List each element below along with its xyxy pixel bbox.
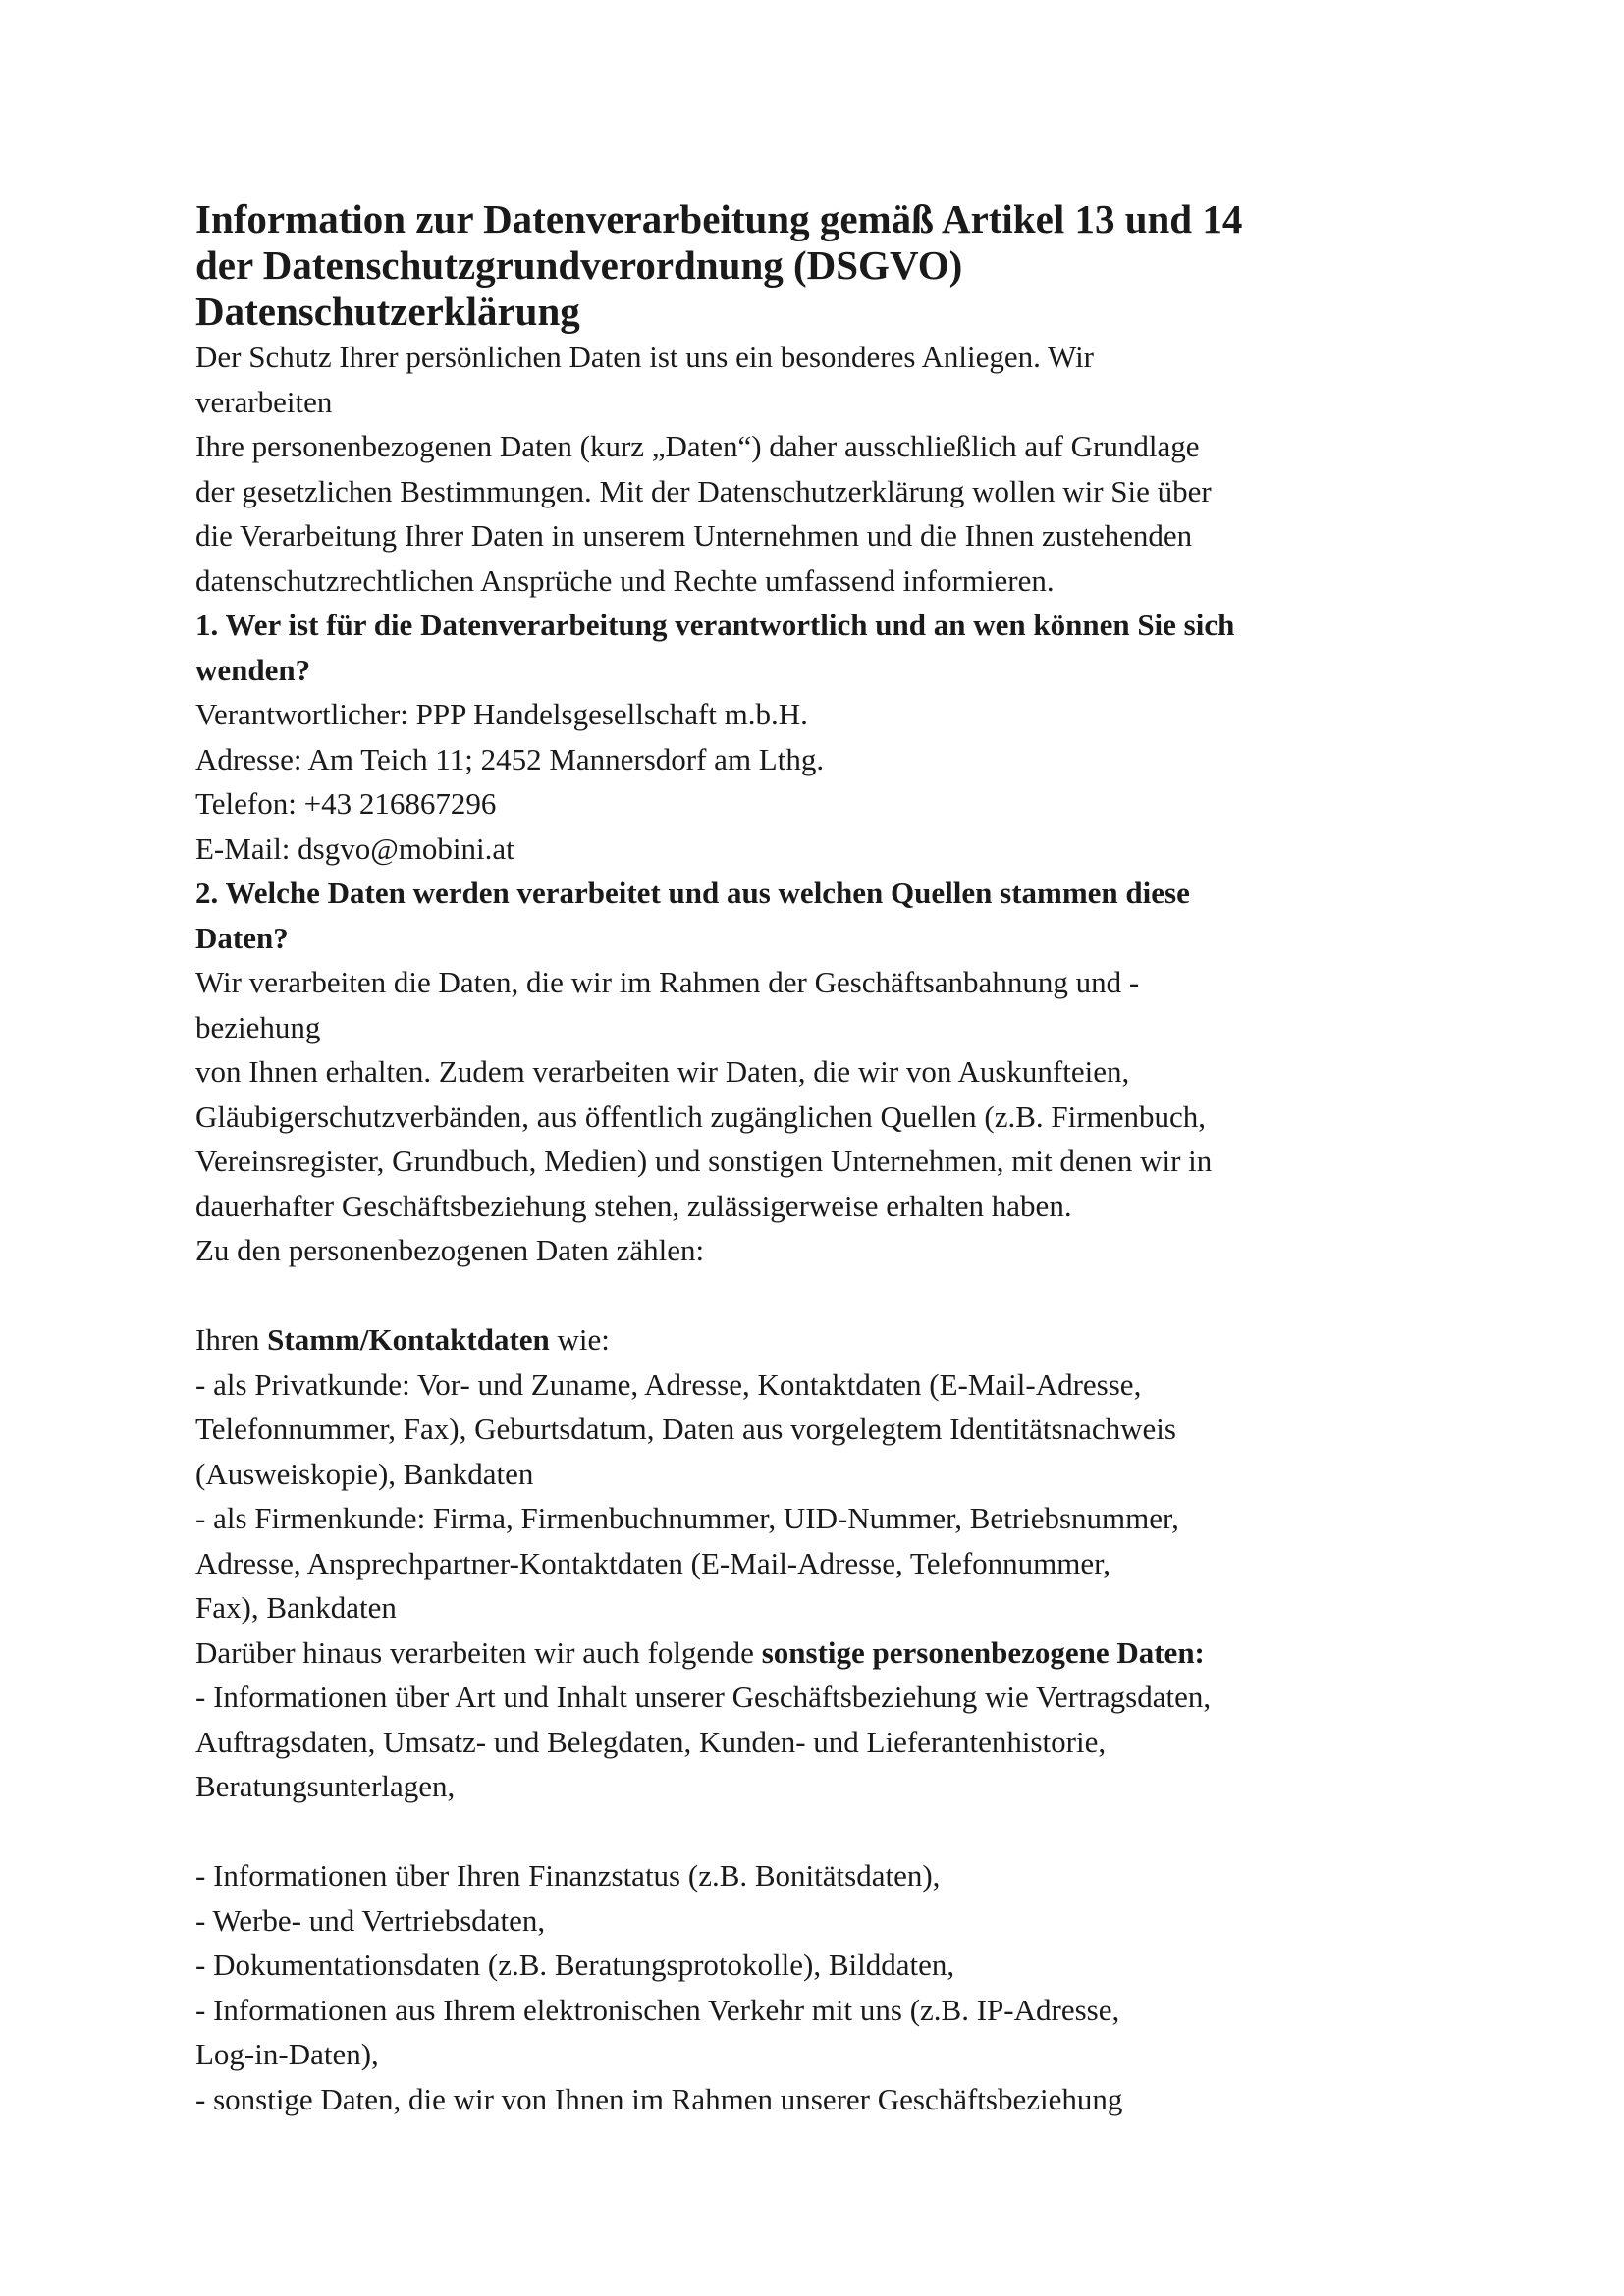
intro-line: die Verarbeitung Ihrer Daten in unserem Unternehmen und die Ihnen zustehenden [195,518,1193,553]
document-page [195,196,1472,2121]
section-2 [195,871,1472,2121]
section-2-heading: Daten? [195,920,289,955]
section-2-line: Zu den personenbezogenen Daten zählen: [195,1233,705,1267]
controller-address: Adresse: Am Teich 11; 2452 Mannersdorf am Lthg. [195,741,825,776]
intro-line: verarbeiten [195,384,333,419]
section-2-heading: 2. Welche Daten werden verarbeitet und aus welchen Quellen stammen diese [195,876,1190,910]
intro-line: der gesetzlichen Bestimmungen. Mit der Datenschutzerklärung wollen wir Sie über [195,473,1212,508]
sonstige-bold: sonstige personenbezogene Daten: [761,1634,1205,1670]
title-line-2: der Datenschutzgrundverordnung (DSGVO) [195,242,963,288]
section-2-line: beziehung [195,1009,321,1044]
blank-line [195,1809,1472,1854]
stamm-line: (Ausweiskopie), Bankdaten [195,1456,534,1491]
stamm-intro-line [195,1317,1472,1362]
stamm-line: Fax), Bankdaten [195,1590,397,1625]
section-2-line: Vereinsregister, Grundbuch, Medien) und sonstigen Unternehmen, mit denen wir in [195,1144,1213,1178]
stamm-line: - als Firmenkunde: Firma, Firmenbuchnummer, UID-Nummer, Betriebsnummer, [195,1501,1179,1535]
section-1 [195,603,1472,871]
controller-phone: Telefon: +43 216867296 [195,786,497,821]
intro-line: datenschutzrechtlichen Ansprüche und Rechte umfassend informieren. [195,562,1055,598]
sonstige-line: - Informationen über Art und Inhalt unserer Geschäftsbeziehung wie Vertragsdaten, [195,1680,1212,1714]
sonstige-line: - Werbe- und Vertriebsdaten, [195,1902,546,1938]
intro-line: Der Schutz Ihrer persönlichen Daten ist uns ein besonderes Anliegen. Wir [195,340,1094,374]
title-line-3: Datenschutzerklärung [195,289,580,334]
controller-email: E-Mail: dsgvo@mobini.at [195,830,514,866]
sonstige-intro-line [195,1630,1472,1676]
sonstige-line: - sonstige Daten, die wir von Ihnen im Rahmen unserer Geschäftsbeziehung [195,2081,1123,2116]
sonstige-line: - Informationen aus Ihrem elektronischen Verkehr mit uns (z.B. IP-Adresse, [195,1992,1120,2027]
section-2-line: Wir verarbeiten die Daten, die wir im Rahmen der Geschäftsanbahnung und - [195,965,1140,999]
stamm-line: - als Privatkunde: Vor- und Zuname, Adresse, Kontaktdaten (E-Mail-Adresse, [195,1366,1142,1402]
stamm-suffix: wie: [549,1322,610,1357]
intro-paragraph [195,335,1472,603]
section-2-line: Gläubigerschutzverbänden, aus öffentlich zugänglichen Quellen (z.B. Firmenbuch, [195,1098,1206,1134]
controller-name: Verantwortlicher: PPP Handelsgesellschaft m.b.H. [195,697,808,731]
document-body [195,335,1472,2121]
document-title [195,196,1472,335]
sonstige-line: Log-in-Daten), [195,2037,379,2071]
section-2-line: von Ihnen erhalten. Zudem verarbeiten wir Daten, die wir von Auskunfteien, [195,1054,1130,1089]
title-line-1: Information zur Datenverarbeitung gemäß Artikel 13 und 14 [195,196,1243,241]
sonstige-line: Beratungsunterlagen, [195,1769,456,1803]
section-1-heading: 1. Wer ist für die Datenverarbeitung verantwortlich und an wen können Sie sich [195,608,1235,642]
section-1-heading: wenden? [195,652,311,687]
sonstige-prefix: Darüber hinaus verarbeiten wir auch folgende [195,1634,762,1670]
sonstige-line: - Dokumentationsdaten (z.B. Beratungsprotokolle), Bilddaten, [195,1948,955,1982]
stamm-prefix: Ihren [195,1322,268,1357]
stamm-line: Telefonnummer, Fax), Geburtsdatum, Daten aus vorgelegtem Identitätsnachweis [195,1412,1176,1446]
stamm-bold: Stamm/Kontaktdaten [267,1322,550,1357]
section-2-line: dauerhafter Geschäftsbeziehung stehen, zulässigerweise erhalten haben. [195,1188,1072,1223]
intro-line: Ihre personenbezogenen Daten (kurz „Daten“) daher ausschließlich auf Grundlage [195,429,1200,463]
stamm-line: Adresse, Ansprechpartner-Kontaktdaten (E-Mail-Adresse, Telefonnummer, [195,1545,1110,1580]
sonstige-line: Auftragsdaten, Umsatz- und Belegdaten, Kunden- und Lieferantenhistorie, [195,1724,1107,1759]
blank-line [195,1273,1472,1318]
sonstige-line: - Informationen über Ihren Finanzstatus (z.B. Bonitätsdaten), [195,1858,941,1893]
